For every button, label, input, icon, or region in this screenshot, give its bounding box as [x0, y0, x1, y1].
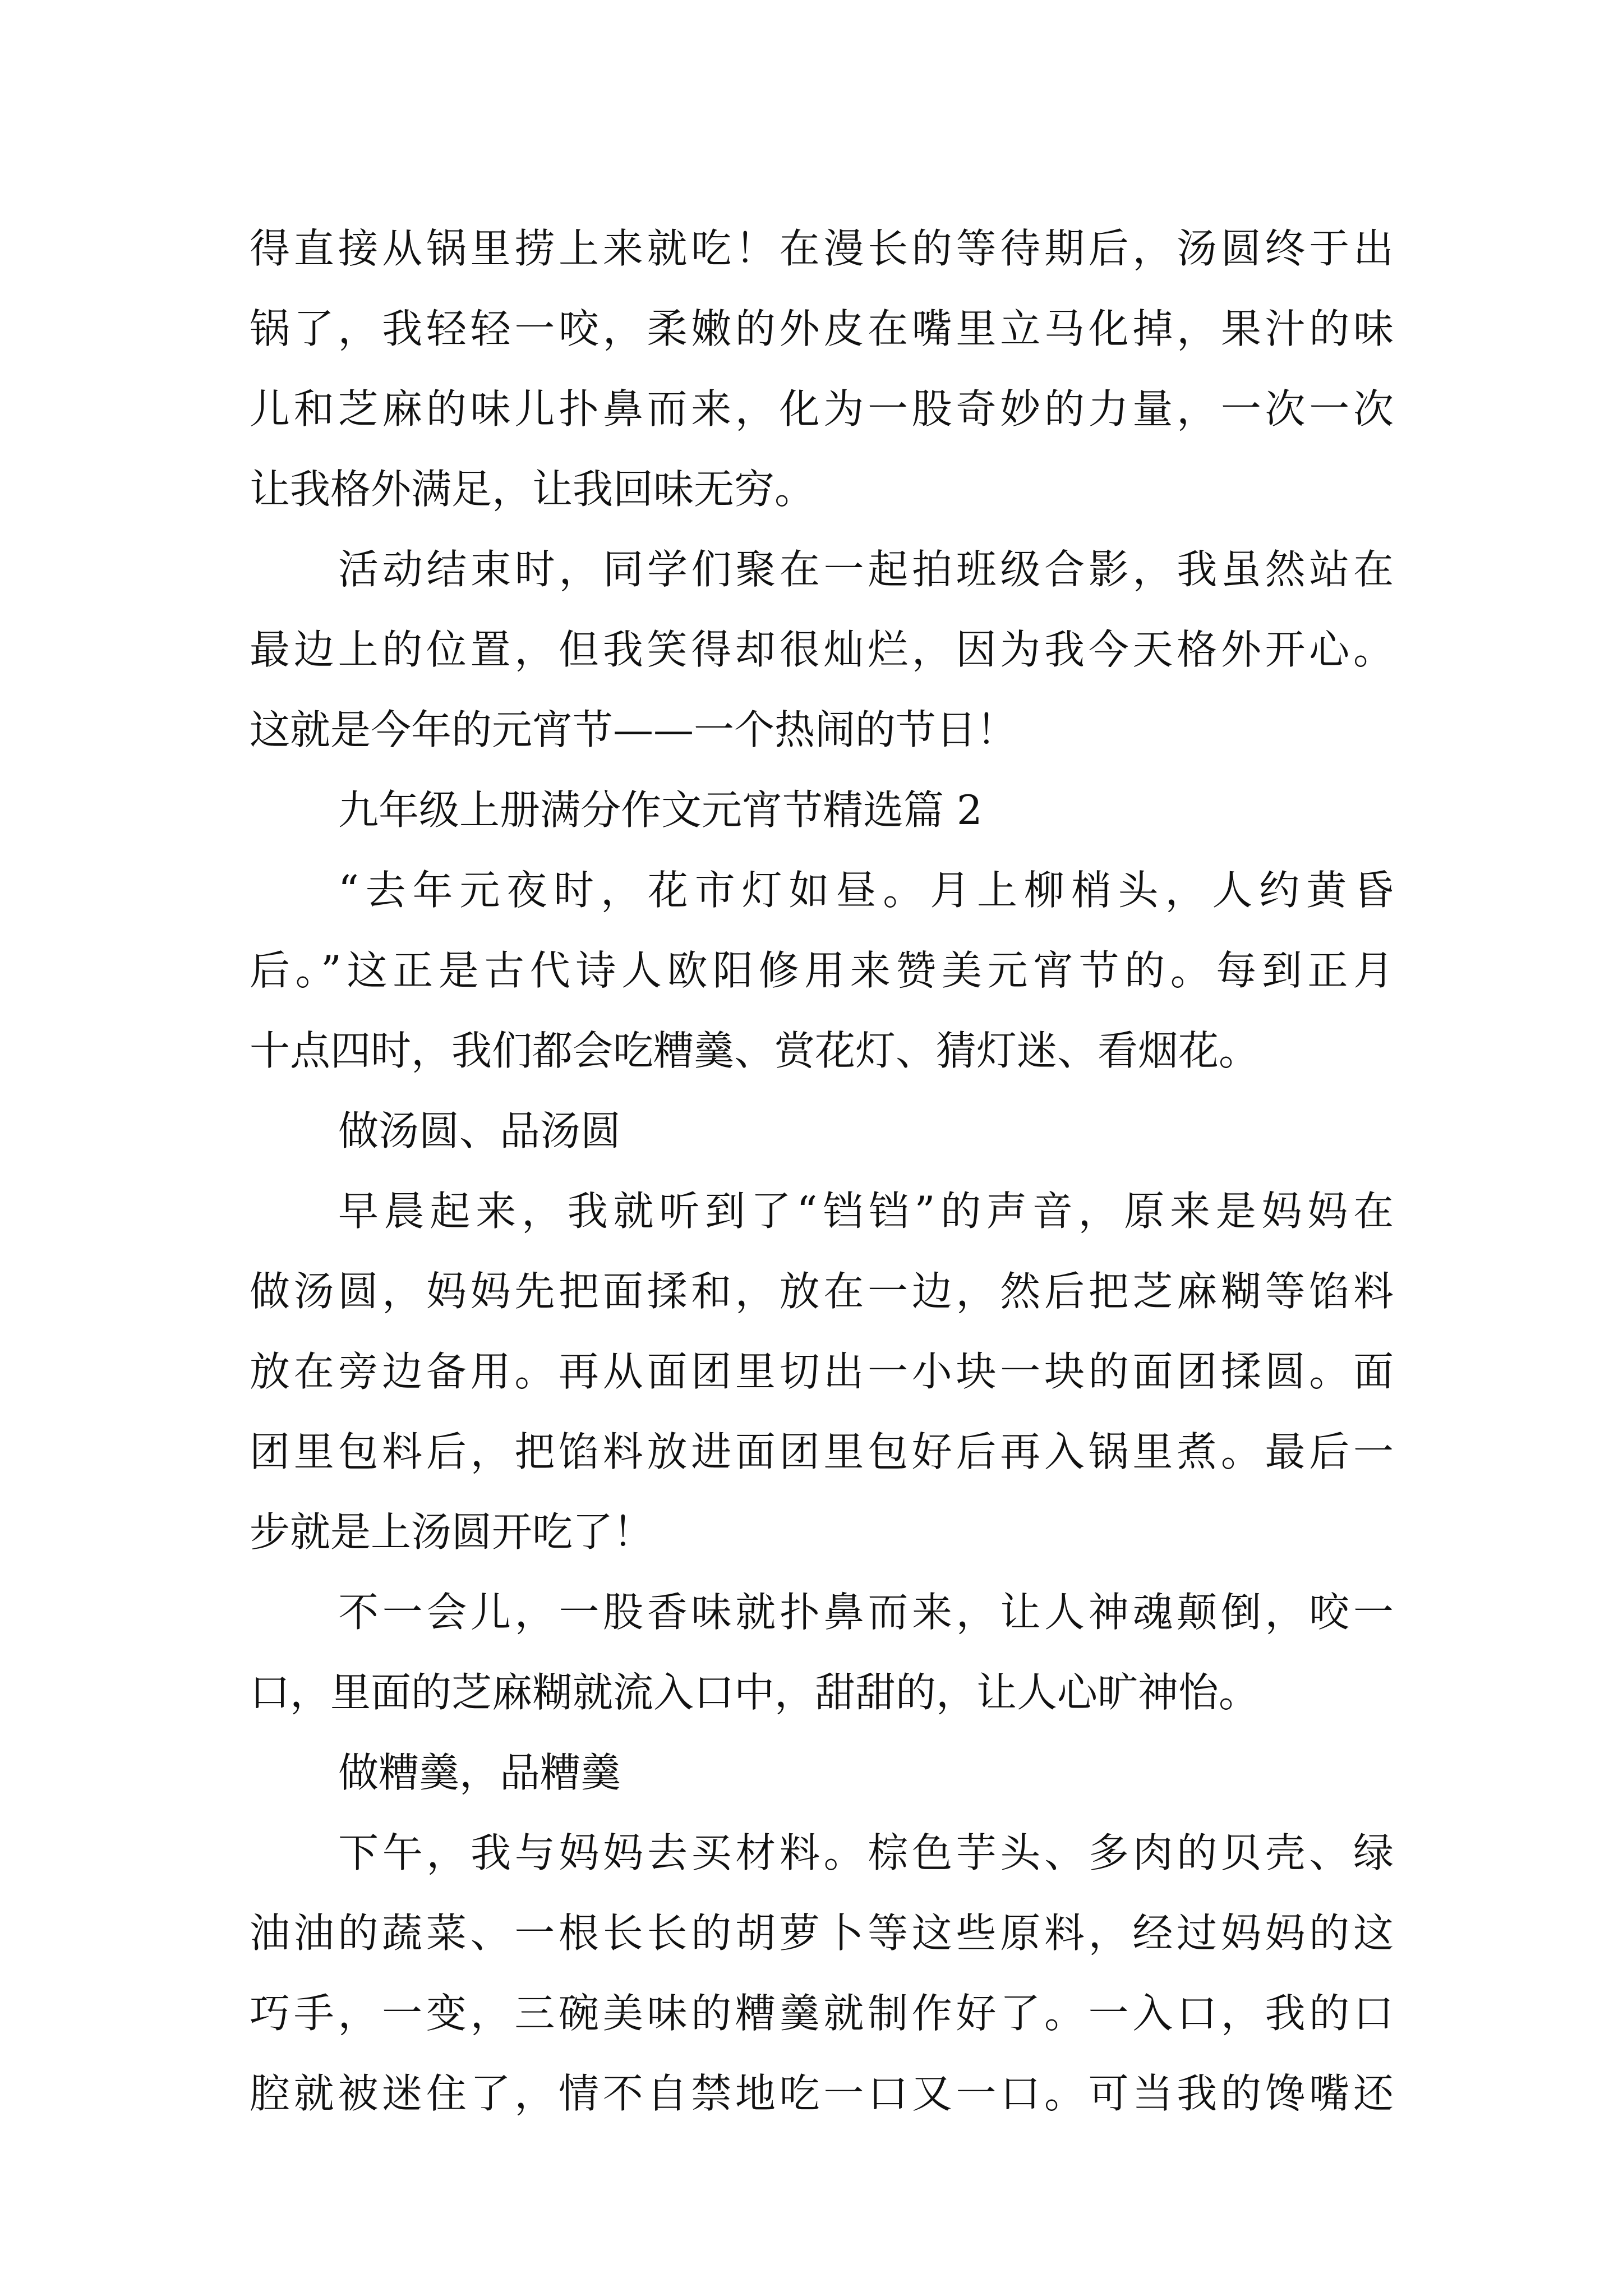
text-line: 得直接从锅里捞上来就吃！在漫长的等待期后，汤圆终于出 — [250, 225, 1394, 272]
text-line: 步就是上汤圆开吃了！ — [250, 1508, 654, 1556]
text-line: 这就是今年的元宵节——一个热闹的节日！ — [250, 706, 1017, 753]
text-line: 儿和芝麻的味儿扑鼻而来，化为一股奇妙的力量，一次一次 — [250, 385, 1394, 432]
text-line: 团里包料后，把馅料放进面团里包好后再入锅里煮。最后一 — [250, 1428, 1394, 1475]
document-body — [250, 209, 1394, 2134]
text-line: 放在旁边备用。再从面团里切出一小块一块的面团揉圆。面 — [250, 1348, 1394, 1395]
paragraph-first-line: 活动结束时，同学们聚在一起拍班级合影，我虽然站在 — [338, 546, 1394, 593]
paragraph-first-line: “去年元夜时，花市灯如昼。月上柳梢头，人约黄昏 — [338, 867, 1394, 914]
text-line: 油油的蔬菜、一根长长的胡萝卜等这些原料，经过妈妈的这 — [250, 1910, 1394, 1957]
text-line: 让我格外满足，让我回味无穷。 — [250, 466, 815, 513]
text-line: 做汤圆，妈妈先把面揉和，放在一边，然后把芝麻糊等馅料 — [250, 1268, 1394, 1315]
text-line: 后。”这正是古代诗人欧阳修用来赞美元宵节的。每到正月 — [250, 947, 1394, 994]
subheading: 做汤圆、品汤圆 — [338, 1107, 621, 1154]
paragraph-first-line: 早晨起来，我就听到了“铛铛”的声音，原来是妈妈在 — [338, 1188, 1394, 1235]
text-line: 锅了，我轻轻一咬，柔嫩的外皮在嘴里立马化掉，果汁的味 — [250, 305, 1394, 352]
paragraph-first-line: 不一会儿，一股香味就扑鼻而来，让人神魂颠倒，咬一 — [338, 1589, 1394, 1636]
text-line: 最边上的位置，但我笑得却很灿烂，因为我今天格外开心。 — [250, 626, 1394, 673]
text-line: 十点四时，我们都会吃糟羹、赏花灯、猜灯迷、看烟花。 — [250, 1027, 1260, 1074]
section-title: 九年级上册满分作文元宵节精选篇 2 — [338, 786, 983, 834]
subheading: 做糟羹，品糟羹 — [338, 1749, 621, 1796]
text-line: 口，里面的芝麻糊就流入口中，甜甜的，让人心旷神怡。 — [250, 1669, 1260, 1716]
paragraph-first-line: 下午，我与妈妈去买材料。棕色芋头、多肉的贝壳、绿 — [338, 1829, 1394, 1876]
text-line: 腔就被迷住了，情不自禁地吃一口又一口。可当我的馋嘴还 — [250, 2070, 1394, 2117]
text-line: 巧手，一变，三碗美味的糟羹就制作好了。一入口，我的口 — [250, 1990, 1394, 2037]
